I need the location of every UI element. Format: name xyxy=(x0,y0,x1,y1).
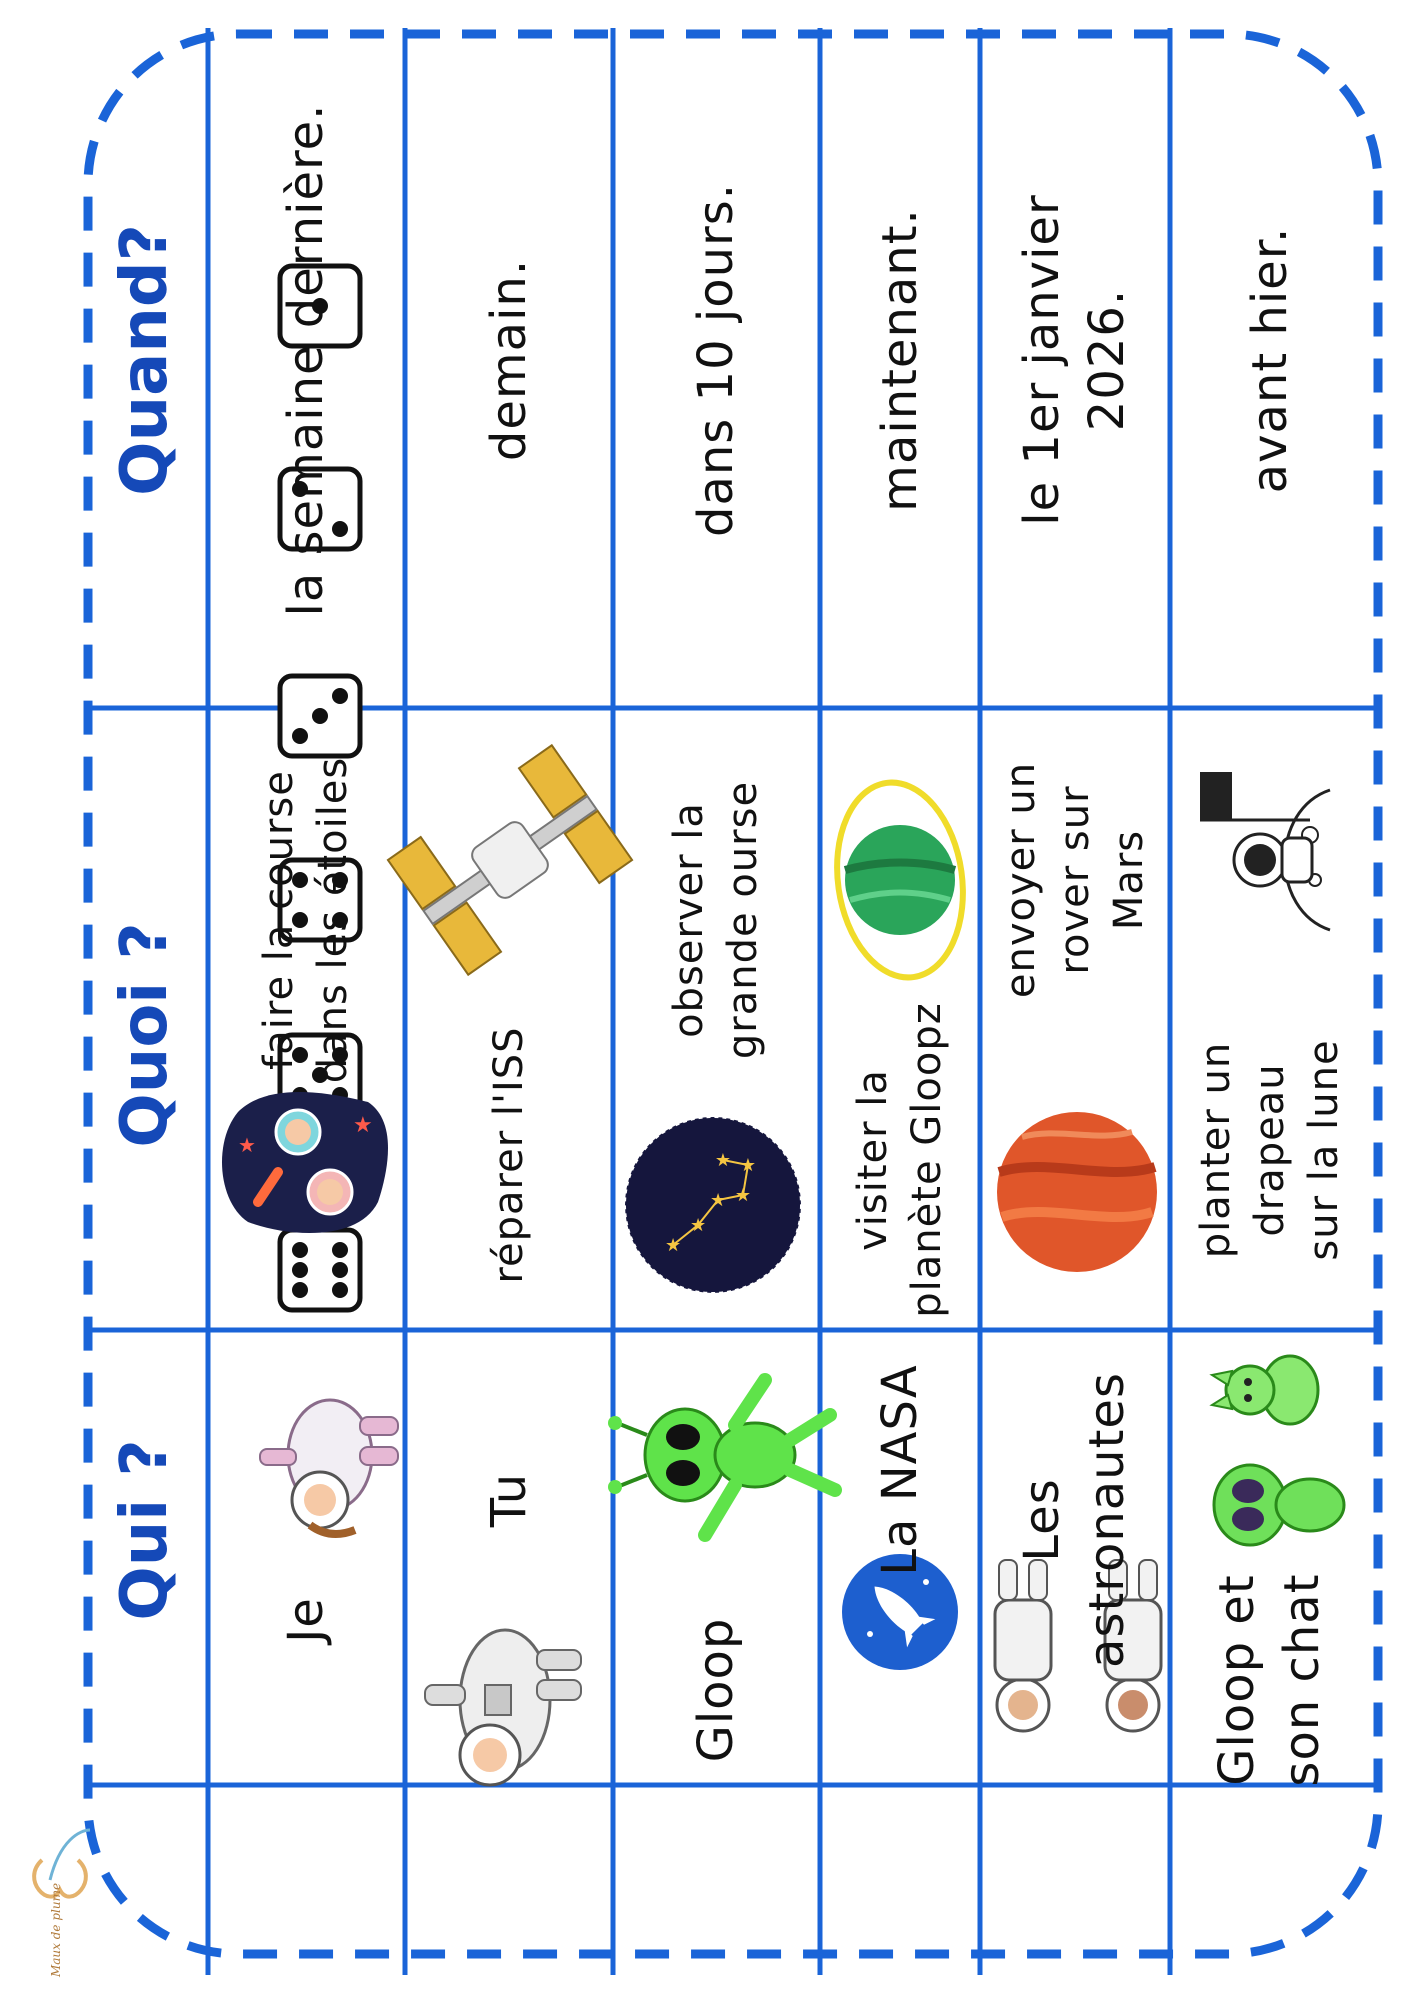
die-pip xyxy=(292,1262,308,1278)
maux-de-plume-logo xyxy=(34,1830,90,1978)
die-pip xyxy=(332,1262,348,1278)
alien-and-cat-icon xyxy=(1212,1356,1344,1545)
qui-cell-5: Les astronautes xyxy=(1014,1372,1135,1668)
astronaut-boy-icon xyxy=(425,1630,581,1785)
die-pip xyxy=(332,688,348,704)
svg-text:★: ★ xyxy=(734,1185,752,1206)
svg-text:★: ★ xyxy=(353,1113,373,1138)
green-planet-icon xyxy=(825,774,975,985)
qui-cell-3: Gloop xyxy=(687,1617,744,1763)
die-pip xyxy=(312,708,328,724)
die-pip xyxy=(292,1242,308,1258)
quand-cell-6: avant hier. xyxy=(1241,226,1298,494)
quoi-cell-4: visiter la planète Gloopz xyxy=(850,1002,950,1318)
svg-text:★: ★ xyxy=(689,1215,707,1236)
header-quoi: Quoi ? xyxy=(108,922,182,1148)
header-quand: Quand? xyxy=(108,224,182,496)
svg-text:★: ★ xyxy=(739,1155,757,1176)
iss-station-icon xyxy=(388,745,632,974)
quand-cell-4: maintenant. xyxy=(871,208,928,512)
qui-cell-1: Je xyxy=(277,1597,334,1643)
header-qui: Qui ? xyxy=(108,1439,182,1621)
svg-text:★: ★ xyxy=(709,1190,727,1211)
die-pip xyxy=(332,1282,348,1298)
kids-in-space-icon xyxy=(222,1092,388,1233)
constellation-icon xyxy=(625,1117,801,1293)
quoi-cell-5: envoyer un rover sur Mars xyxy=(998,761,1152,999)
quand-cell-2: demain. xyxy=(480,258,537,462)
die-pip xyxy=(292,1282,308,1298)
mars-planet-icon xyxy=(997,1112,1157,1272)
svg-text:★: ★ xyxy=(238,1133,256,1157)
svg-text:Maux de plume: Maux de plume xyxy=(49,1882,63,1978)
qui-cell-6: Gloop et son chat xyxy=(1209,1573,1330,1787)
astronaut-flag-moon-icon xyxy=(1200,772,1330,930)
qui-cell-4: La NASA xyxy=(871,1364,928,1576)
quand-cell-1: la semaine dernière. xyxy=(277,103,334,617)
die-pip xyxy=(332,1242,348,1258)
qui-cell-2: Tu xyxy=(480,1472,537,1528)
quand-cell-5: le 1er janvier 2026. xyxy=(1014,194,1135,526)
die-face-3 xyxy=(280,676,360,756)
die-face-6 xyxy=(280,1230,360,1310)
quoi-cell-1: faire la course dans les étoiles xyxy=(256,756,356,1084)
green-alien-icon xyxy=(608,1380,835,1535)
quand-cell-3: dans 10 jours. xyxy=(687,182,744,538)
svg-text:★: ★ xyxy=(664,1235,682,1256)
quoi-cell-6: planter un drapeau sur la lune xyxy=(1193,1039,1347,1261)
quoi-cell-2: réparer l'ISS xyxy=(486,1026,532,1284)
svg-text:★: ★ xyxy=(714,1150,732,1171)
quoi-cell-3: observer la grande ourse xyxy=(666,780,766,1060)
die-pip xyxy=(292,728,308,744)
